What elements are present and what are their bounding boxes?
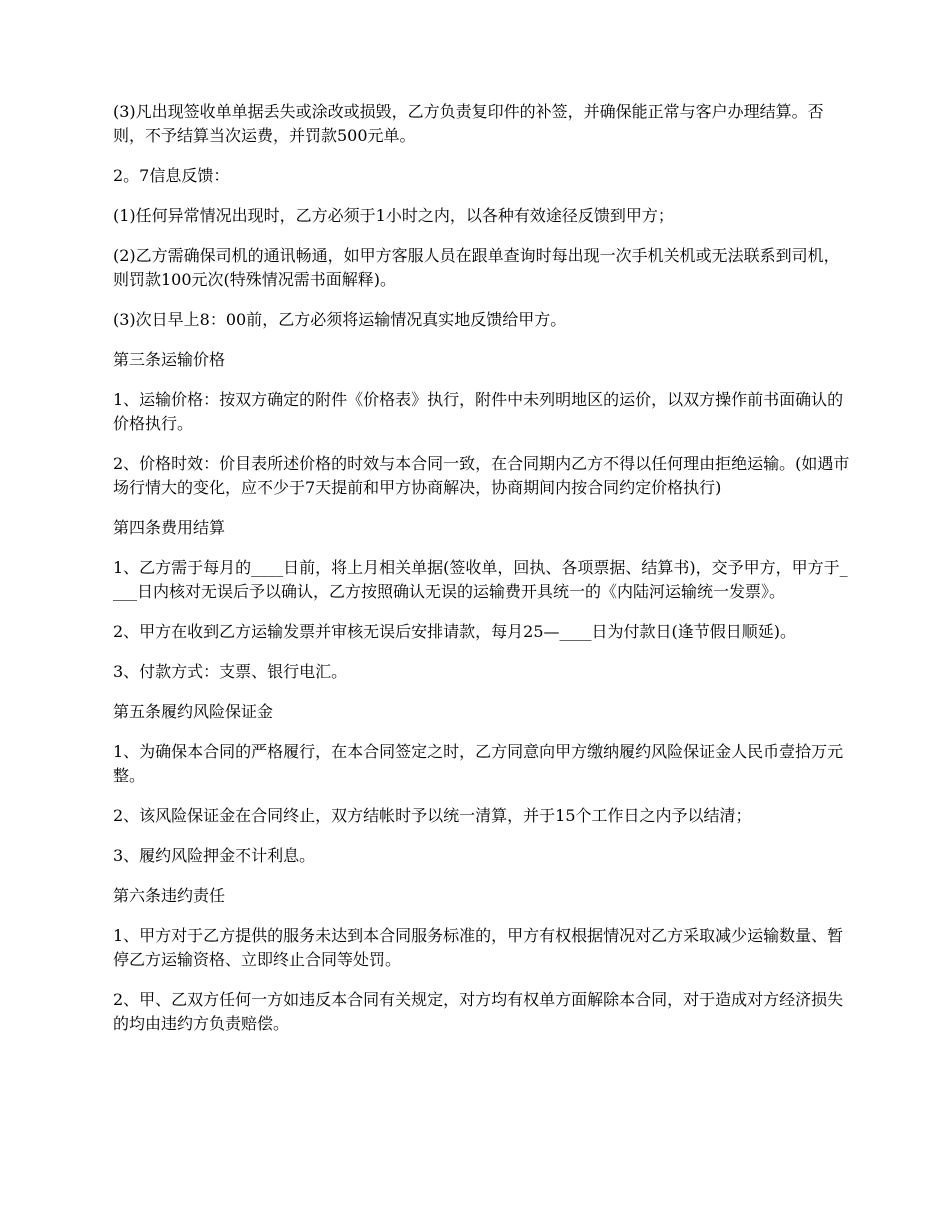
clause-paragraph: 1、运输价格：按双方确定的附件《价格表》执行，附件中未列明地区的运价，以双方操作前书面确认的价格执行。	[113, 390, 844, 433]
clause-paragraph: (1)任何异常情况出现时，乙方必须于1小时之内，以各种有效途径反馈到甲方；	[113, 206, 674, 225]
clause-paragraph: (2)乙方需确保司机的通讯畅通，如甲方客服人员在跟单查询时每出现一次手机关机或无法联系到司机，则罚款100元次(特殊情况需书面解释)。	[113, 246, 840, 289]
clause-paragraph: 1、为确保本合同的严格履行，在本合同签定之时，乙方同意向甲方缴纳履约风险保证金人民币壹拾万元整。	[113, 742, 844, 785]
clause-paragraph: (3)凡出现签收单单据丢失或涂改或损毁，乙方负责复印件的补签，并确保能正常与客户办理结算。否则，不予结算当次运费，并罚款500元单。	[113, 102, 824, 145]
clause-paragraph: (3)次日早上8：00前，乙方必须将运输情况真实地反馈给甲方。	[113, 310, 567, 329]
section-heading: 第三条运输价格	[113, 350, 226, 369]
clause-paragraph: 2、甲方在收到乙方运输发票并审核无误后安排请款，每月25—____日为付款日(逢节假日顺延)。	[113, 622, 797, 641]
clause-paragraph: 3、付款方式：支票、银行电汇。	[113, 662, 348, 681]
section-heading: 2。7信息反馈：	[113, 166, 230, 185]
section-heading: 第六条违约责任	[113, 886, 226, 905]
document-page	[113, 100, 853, 1052]
clause-paragraph: 1、乙方需于每月的____日前，将上月相关单据(签收单，回执、各项票据、结算书)，交予甲方，甲方于____日内核对无误后予以确认，乙方按照确认无误的运输费开具统一的《内陆河运输统一发票》。	[113, 558, 848, 601]
clause-paragraph: 2、甲、乙双方任何一方如违反本合同有关规定，对方均有权单方面解除本合同，对于造成对方经济损失的均由违约方负责赔偿。	[113, 990, 844, 1033]
clause-paragraph: 2、价格时效：价目表所述价格的时效与本合同一致，在合同期内乙方不得以任何理由拒绝运输。(如遇市场行情大的变化，应不少于7天提前和甲方协商解决，协商期间内按合同约定价格执行)	[113, 454, 850, 497]
clause-paragraph: 1、甲方对于乙方提供的服务未达到本合同服务标准的，甲方有权根据情况对乙方采取减少运输数量、暂停乙方运输资格、立即终止合同等处罚。	[113, 926, 844, 969]
section-heading: 第五条履约风险保证金	[113, 702, 274, 721]
clause-paragraph: 3、履约风险押金不计利息。	[113, 846, 316, 865]
section-heading: 第四条费用结算	[113, 518, 226, 537]
clause-paragraph: 2、该风险保证金在合同终止，双方结帐时予以统一清算，并于15个工作日之内予以结清；	[113, 806, 752, 825]
